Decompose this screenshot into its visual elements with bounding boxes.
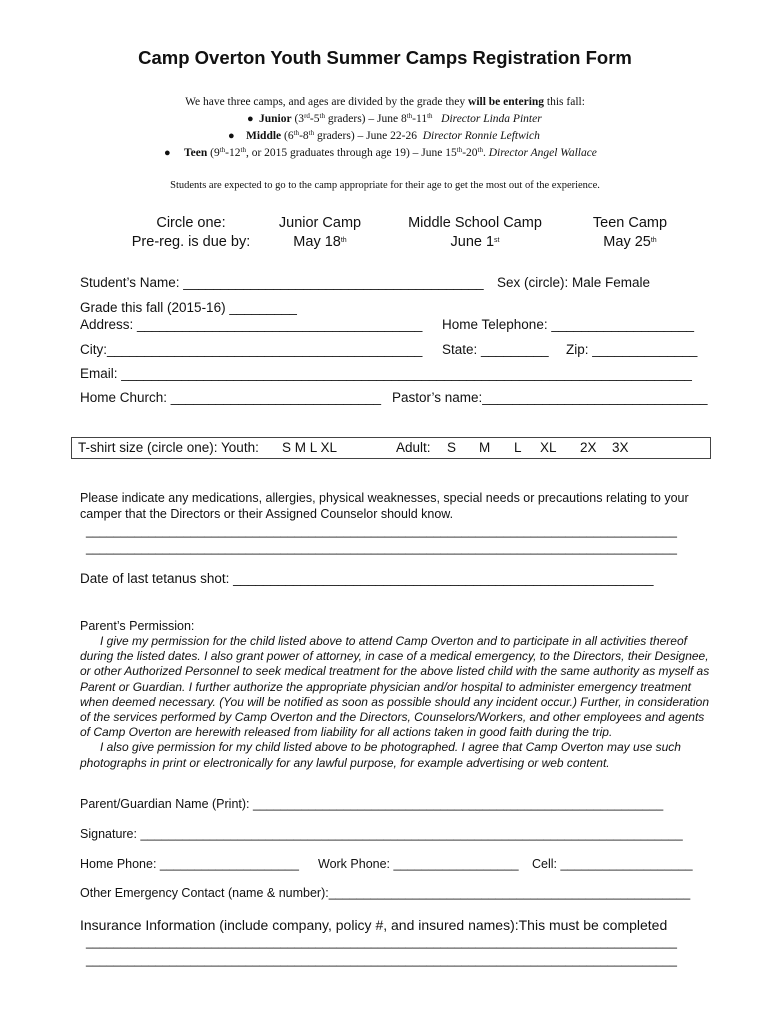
city-field[interactable]: City:__________________________________________ (80, 342, 423, 357)
cell-field[interactable]: Cell: ___________________ (532, 857, 693, 871)
adult-size-2x[interactable]: 2X (580, 440, 597, 455)
bullet: ● (228, 130, 235, 142)
home-phone-field[interactable]: Home Phone: ____________________ (80, 857, 299, 871)
camp-middle: Middle (6th-8th graders) – June 22-26 Director Ronnie Leftwich (246, 129, 540, 142)
schedule-labels: Circle one: Pre-reg. is due by: (131, 215, 251, 250)
email-field[interactable]: Email: ____________________________________________________________________________ (80, 366, 692, 381)
grade-field[interactable]: Grade this fall (2015-16) _________ (80, 300, 297, 315)
medical-answer-line[interactable]: _____________________________________________________________________________________ (86, 524, 677, 538)
tshirt-label: T-shirt size (circle one): Youth: (78, 440, 259, 455)
youth-size-options[interactable]: S M L XL (282, 440, 338, 455)
sex-field[interactable]: Sex (circle): Male Female (497, 275, 651, 290)
insurance-answer-line[interactable]: _____________________________________________________________________________________ (86, 935, 677, 949)
state-field[interactable]: State: _________ (442, 342, 549, 357)
signature-field[interactable]: Signature: ______________________________________________________________________________ (80, 827, 683, 841)
camp-teen: Teen (9th-12th, or 2015 graduates through age 19) – June 15th-20th. Director Angel Wallace (184, 146, 597, 159)
insurance-answer-line[interactable]: _____________________________________________________________________________________ (86, 953, 677, 967)
age-note: Students are expected to go to the camp appropriate for their age to get the most out of the experience. (170, 180, 600, 191)
camp-junior: Junior (3rd-5th graders) – June 8th-11th Director Linda Pinter (259, 112, 542, 125)
tetanus-field[interactable]: Date of last tetanus shot: ________________________________________________________ (80, 571, 654, 586)
permission-text (80, 634, 710, 771)
permission-paragraph: I give my permission for the child listed above to attend Camp Overton and to participate in all activities thereof during the listed dates. I also grant power of attorney, in case of a medical emergency, to the Directors, their Designee, or other Authorized Personnel to seek medical treatment for the above listed child with the same authority as myself as Parent or Guardian. I further authorize the appropriate physician and/or hospital to administer emergency treatment when deemed necessary. (You will be notified as soon as possible should any incident occur.) Further, in consideration of the services performed by Camp Overton and the Directors, Counselors/Workers, and other employees and agents of Camp Overton are herewith released from liability for all actions taken in good faith during the trip. (80, 634, 710, 740)
adult-size-s[interactable]: S (447, 440, 457, 455)
middle-camp-option[interactable]: Middle School Camp June 1st (408, 215, 542, 250)
insurance-label: Insurance Information (include company, policy #, and insured names):This must be completed (80, 917, 668, 933)
emergency-contact-field[interactable]: Other Emergency Contact (name & number):____________________________________________________ (80, 886, 691, 900)
adult-size-l[interactable]: L (514, 440, 522, 455)
intro-text: We have three camps, and ages are divided by the grade they will be entering this fall: (185, 96, 585, 108)
form-title: Camp Overton Youth Summer Camps Registration Form (138, 47, 632, 68)
work-phone-field[interactable]: Work Phone: __________________ (318, 857, 519, 871)
zip-field[interactable]: Zip: ______________ (566, 342, 698, 357)
home-telephone-field[interactable]: Home Telephone: ___________________ (442, 317, 694, 332)
medical-question-line-2: camper that the Directors or their Assigned Counselor should know. (80, 507, 454, 521)
permission-heading: Parent’s Permission: (80, 619, 195, 633)
adult-label: Adult: (396, 440, 431, 455)
bullet: ● (247, 113, 254, 125)
adult-size-m[interactable]: M (479, 440, 491, 455)
address-field[interactable]: Address: ______________________________________ (80, 317, 423, 332)
adult-size-3x[interactable]: 3X (612, 440, 629, 455)
bullet: ● (164, 147, 171, 159)
teen-camp-option[interactable]: Teen Camp May 25th (592, 215, 668, 250)
adult-size-xl[interactable]: XL (540, 440, 557, 455)
photo-permission-paragraph: I also give permission for my child listed above to be photographed. I agree that Camp Overton may use such photographs in print or electronically for any lawful purpose, for example advertising or web content. (80, 740, 681, 770)
home-church-field[interactable]: Home Church: ____________________________ (80, 390, 382, 405)
junior-camp-option[interactable]: Junior Camp May 18th (278, 215, 362, 250)
medical-question-line-1: Please indicate any medications, allergies, physical weaknesses, special needs or precautions relating to your (80, 491, 689, 505)
pastor-name-field[interactable]: Pastor’s name:______________________________ (392, 390, 708, 405)
medical-answer-line[interactable]: _____________________________________________________________________________________ (86, 541, 677, 555)
guardian-name-field[interactable]: Parent/Guardian Name (Print): ___________________________________________________________ (80, 797, 664, 811)
student-name-field[interactable]: Student’s Name: ________________________________________ (80, 275, 484, 290)
